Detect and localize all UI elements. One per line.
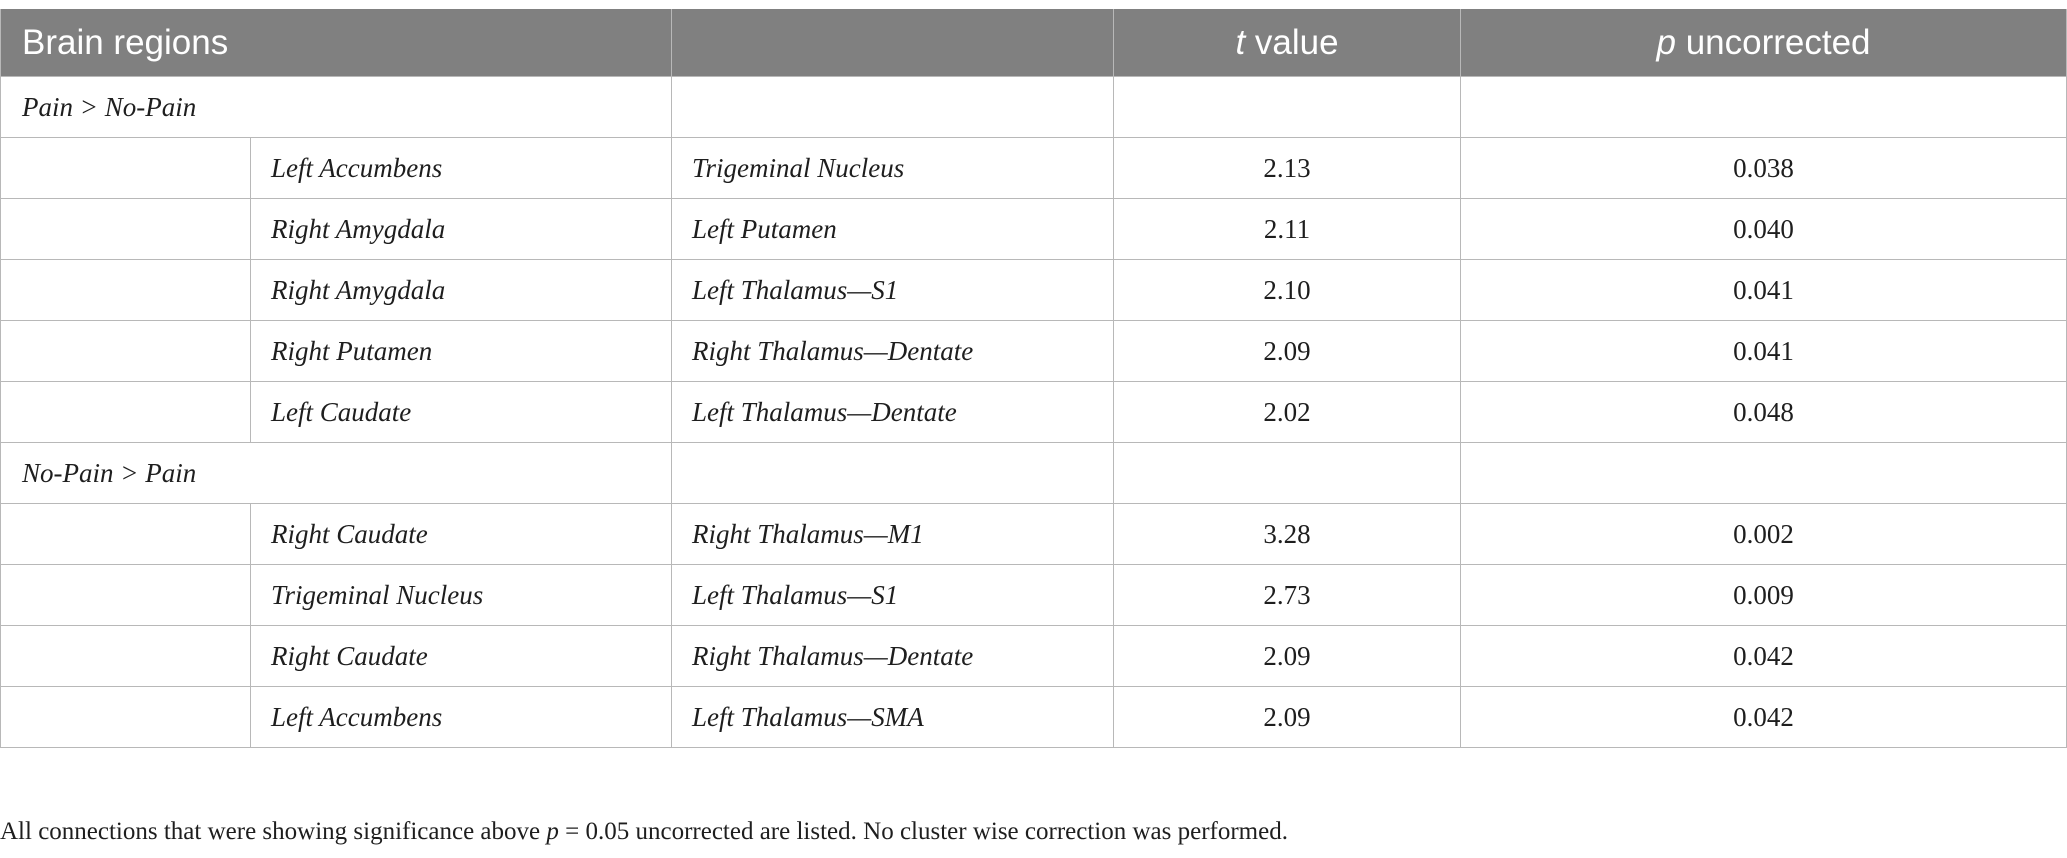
group-label: No-Pain > Pain [1, 443, 672, 504]
header-column-2 [672, 9, 1114, 77]
empty-cell [1, 321, 251, 382]
empty-cell [1114, 443, 1461, 504]
region-b-cell: Left Thalamus—S1 [672, 260, 1114, 321]
region-a-cell: Left Accumbens [251, 138, 672, 199]
table-row [1, 687, 2067, 748]
region-b-cell: Right Thalamus—M1 [672, 504, 1114, 565]
region-b-cell: Right Thalamus—Dentate [672, 626, 1114, 687]
empty-cell [1, 626, 251, 687]
results-table-container [0, 9, 2066, 748]
t-value-cell: 2.73 [1114, 565, 1461, 626]
table-body [1, 77, 2067, 748]
region-a-cell: Trigeminal Nucleus [251, 565, 672, 626]
region-b-cell: Left Thalamus—SMA [672, 687, 1114, 748]
p-value-cell: 0.040 [1461, 199, 2067, 260]
t-value-cell: 2.09 [1114, 626, 1461, 687]
table-row [1, 504, 2067, 565]
region-a-cell: Right Amygdala [251, 199, 672, 260]
header-p-symbol: p [1656, 22, 1676, 62]
group-label: Pain > No-Pain [1, 77, 672, 138]
header-t-value [1114, 9, 1461, 77]
empty-cell [672, 443, 1114, 504]
empty-cell [1461, 443, 2067, 504]
region-b-cell: Trigeminal Nucleus [672, 138, 1114, 199]
t-value-cell: 2.02 [1114, 382, 1461, 443]
table-footnote [0, 818, 1288, 846]
header-t-label: value [1245, 22, 1339, 62]
region-b-cell: Right Thalamus—Dentate [672, 321, 1114, 382]
table-row [1, 260, 2067, 321]
empty-cell [1, 687, 251, 748]
header-row [1, 9, 2067, 77]
empty-cell [1, 260, 251, 321]
t-value-cell: 3.28 [1114, 504, 1461, 565]
region-a-cell: Left Accumbens [251, 687, 672, 748]
table-row [1, 199, 2067, 260]
region-b-cell: Left Putamen [672, 199, 1114, 260]
empty-cell [1, 565, 251, 626]
t-value-cell: 2.11 [1114, 199, 1461, 260]
p-value-cell: 0.042 [1461, 687, 2067, 748]
t-value-cell: 2.09 [1114, 687, 1461, 748]
group-row [1, 443, 2067, 504]
p-value-cell: 0.002 [1461, 504, 2067, 565]
empty-cell [1461, 77, 2067, 138]
footnote-p-symbol: p [546, 818, 559, 845]
table-header [1, 9, 2067, 77]
brain-connectivity-table [0, 9, 2067, 748]
header-brain-regions: Brain regions [1, 9, 672, 77]
empty-cell [1, 138, 251, 199]
table-row [1, 565, 2067, 626]
footnote-text-2: = 0.05 uncorrected are listed. No cluster wise correction was performed. [558, 818, 1288, 845]
p-value-cell: 0.048 [1461, 382, 2067, 443]
t-value-cell: 2.09 [1114, 321, 1461, 382]
t-value-cell: 2.10 [1114, 260, 1461, 321]
group-row [1, 77, 2067, 138]
t-value-cell: 2.13 [1114, 138, 1461, 199]
header-p-label: uncorrected [1675, 22, 1871, 62]
p-value-cell: 0.038 [1461, 138, 2067, 199]
header-p-uncorrected [1461, 9, 2067, 77]
p-value-cell: 0.009 [1461, 565, 2067, 626]
header-t-symbol: t [1235, 22, 1246, 62]
region-b-cell: Left Thalamus—S1 [672, 565, 1114, 626]
empty-cell [1, 382, 251, 443]
empty-cell [672, 77, 1114, 138]
region-a-cell: Right Caudate [251, 626, 672, 687]
table-row [1, 626, 2067, 687]
region-a-cell: Right Caudate [251, 504, 672, 565]
footnote-text-1: All connections that were showing significance above [0, 818, 547, 845]
empty-cell [1, 504, 251, 565]
region-b-cell: Left Thalamus—Dentate [672, 382, 1114, 443]
empty-cell [1, 199, 251, 260]
region-a-cell: Right Putamen [251, 321, 672, 382]
region-a-cell: Left Caudate [251, 382, 672, 443]
p-value-cell: 0.041 [1461, 321, 2067, 382]
p-value-cell: 0.041 [1461, 260, 2067, 321]
table-row [1, 382, 2067, 443]
table-row [1, 321, 2067, 382]
p-value-cell: 0.042 [1461, 626, 2067, 687]
empty-cell [1114, 77, 1461, 138]
region-a-cell: Right Amygdala [251, 260, 672, 321]
table-row [1, 138, 2067, 199]
